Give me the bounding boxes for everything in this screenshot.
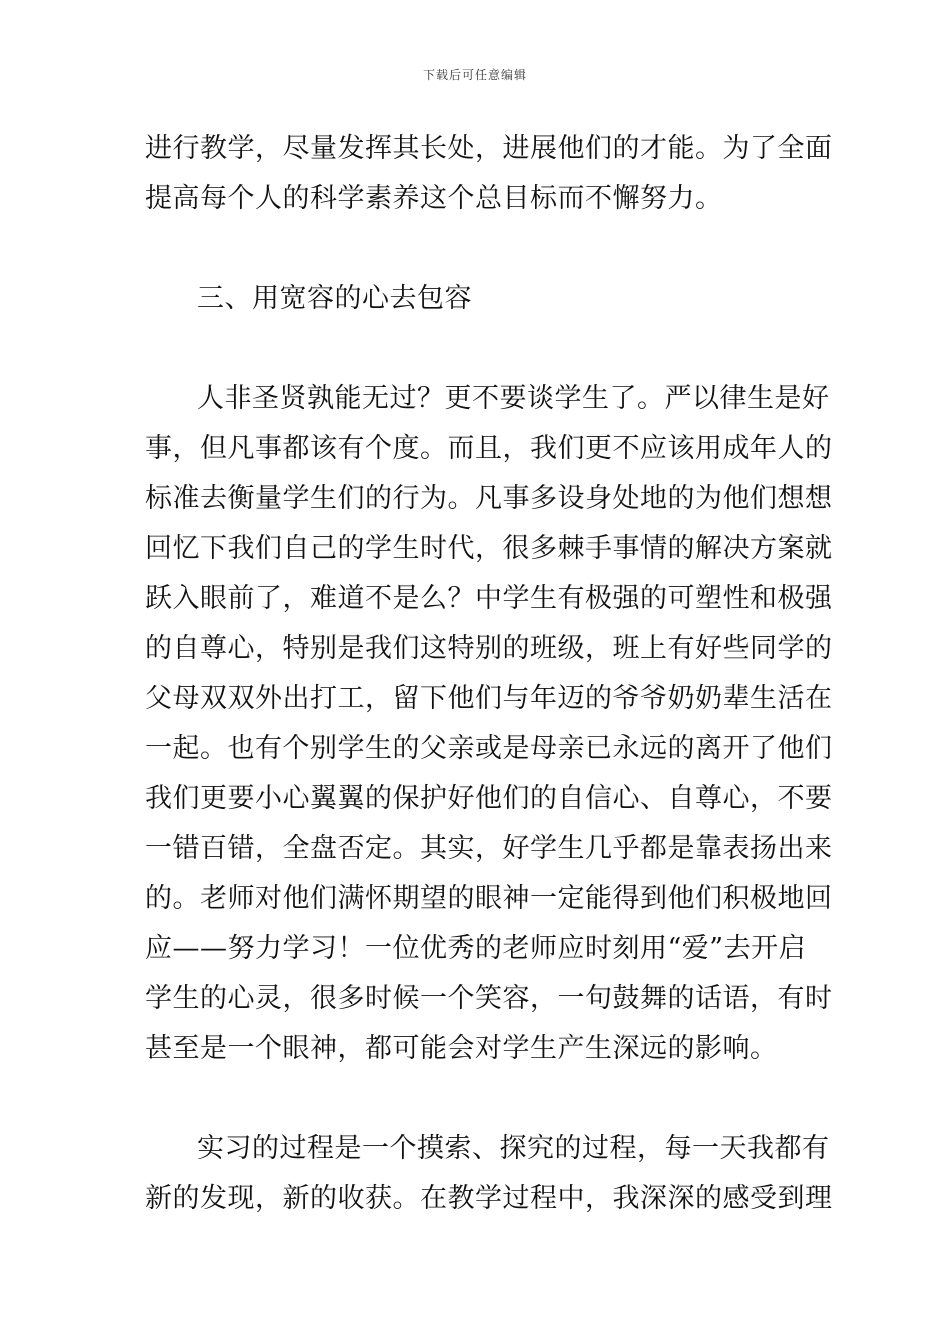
paragraph-line: 一错百错，全盘否定。其实，好学生几乎都是靠表扬出来 <box>145 833 833 864</box>
paragraph-line: 学生的心灵，很多时候一个笑容，一句鼓舞的话语，有时 <box>145 983 833 1014</box>
paragraph-line: 的。老师对他们满怀期望的眼神一定能得到他们积极地回 <box>145 883 833 914</box>
document-body <box>145 124 833 1224</box>
section-heading <box>145 274 810 324</box>
paragraph-line: 实习的过程是一个摸索、探究的过程，每一天我都有 <box>197 1133 830 1164</box>
paragraph-line: 甚至是一个眼神，都可能会对学生产生深远的影响。 <box>145 1033 778 1064</box>
paragraph-line: 事，但凡事都该有个度。而且，我们更不应该用成年人的 <box>145 433 833 464</box>
paragraph-line: 回忆下我们自己的学生时代，很多棘手事情的解决方案就 <box>145 533 833 564</box>
paragraph-line: 跃入眼前了，难道不是么？中学生有极强的可塑性和极强 <box>145 583 833 614</box>
paragraph-1 <box>145 124 833 224</box>
paragraph-line: 一起。也有个别学生的父亲或是母亲已永远的离开了他们 <box>145 733 833 764</box>
paragraph-2 <box>145 374 833 1074</box>
paragraph-3 <box>145 1124 833 1224</box>
paragraph-line: 的自尊心，特别是我们这特别的班级，班上有好些同学的 <box>145 633 833 664</box>
paragraph-line: 人非圣贤孰能无过？更不要谈学生了。严以律生是好 <box>197 383 830 414</box>
paragraph-line: 应——努力学习！一位优秀的老师应时刻用“爱”去开启 <box>145 933 807 964</box>
page-header: 下载后可任意编辑 <box>422 68 527 82</box>
paragraph-spacing <box>145 324 810 374</box>
paragraph-line: 标准去衡量学生们的行为。凡事多设身处地的为他们想想 <box>145 483 833 514</box>
paragraph-line: 进行教学，尽量发挥其长处，进展他们的才能。为了全面 <box>145 133 833 164</box>
paragraph-line: 父母双双外出打工，留下他们与年迈的爷爷奶奶辈生活在 <box>145 683 833 714</box>
paragraph-line: 我们更要小心翼翼的保护好他们的自信心、自尊心，不要 <box>145 783 833 814</box>
paragraph-line: 新的发现，新的收获。在教学过程中，我深深的感受到理 <box>145 1183 833 1214</box>
paragraph-spacing <box>145 1074 810 1124</box>
paragraph-line: 提高每个人的科学素养这个总目标而不懈努力。 <box>145 183 723 214</box>
section-heading-text: 三、用宽容的心去包容 <box>197 283 472 314</box>
paragraph-spacing <box>145 224 810 274</box>
